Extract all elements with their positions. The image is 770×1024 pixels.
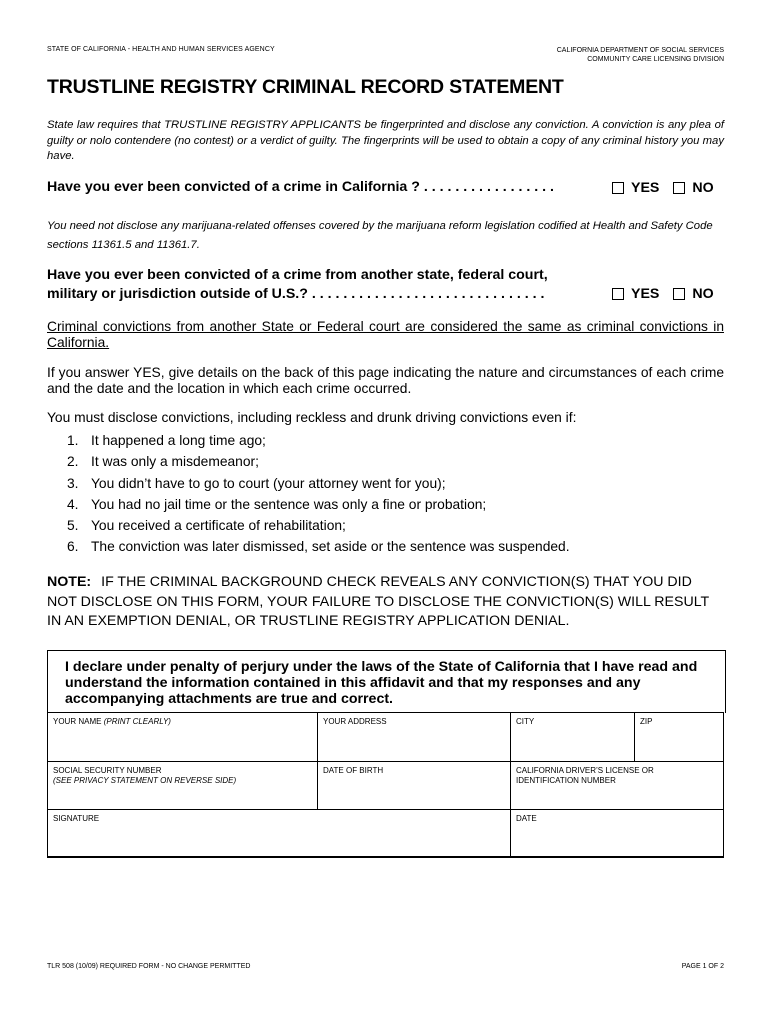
list-item: 4. You had no jail time or the sentence was only a fine or probation;: [67, 496, 487, 512]
no-checkbox[interactable]: [673, 288, 685, 300]
signature-field[interactable]: SIGNATURE: [48, 810, 511, 856]
form-id: TLR 508 (10/09) REQUIRED FORM - NO CHANGE PERMITTED: [47, 963, 251, 970]
page-number: PAGE 1 OF 2: [681, 963, 724, 970]
department-header: [557, 46, 724, 64]
list-item: 5. You received a certificate of rehabilitation;: [67, 518, 346, 534]
disclosure-conditions-list: [67, 430, 570, 558]
marijuana-note: You need not disclose any marijuana-related offenses covered by the marijuana reform legislation codified at Health and Safety Code sections 11361.5 and 11361.7.: [47, 220, 713, 251]
date-of-birth-field[interactable]: DATE OF BIRTH: [318, 762, 511, 809]
yes-label: YES: [631, 286, 660, 302]
list-item: 3. You didn’t have to go to court (your attorney went for you);: [67, 475, 446, 491]
intro-text: State law requires that TRUSTLINE REGISTRY APPLICANTS be fingerprinted and disclose any conviction. A conviction is any plea of guilty or nolo contendere (no contest) or a verdict of guilty. The fingerprints will be used to obtain a copy of any criminal history you may have.: [47, 119, 724, 162]
same-as-california-statement: Criminal convictions from another State or Federal court are considered the same as criminal convictions in California.: [47, 319, 724, 350]
grid-row: [48, 810, 723, 856]
yes-checkbox[interactable]: [612, 288, 624, 300]
no-checkbox[interactable]: [673, 182, 685, 194]
agency-header: STATE OF CALIFORNIA - HEALTH AND HUMAN SERVICES AGENCY: [47, 46, 275, 53]
no-label: NO: [692, 180, 714, 196]
list-item: 2. It was only a misdemeanor;: [67, 454, 259, 470]
note-label: NOTE:: [47, 574, 92, 590]
declaration-text: I declare under penalty of perjury under the laws of the State of California that I have read and understand the information contained in this affidavit and that my responses and any accompanying attachments are true and correct.: [65, 659, 698, 707]
drivers-license-field[interactable]: CALIFORNIA DRIVER’S LICENSE OR IDENTIFICATION NUMBER: [516, 766, 654, 785]
question-out-of-state-line1: Have you ever been convicted of a crime from another state, federal court,: [47, 267, 548, 283]
question-out-of-state-answers: [612, 286, 714, 302]
zip-field[interactable]: ZIP: [640, 717, 653, 726]
no-label: NO: [692, 286, 714, 302]
grid-row: [48, 713, 723, 762]
yes-label: YES: [631, 180, 660, 196]
declaration-box: [47, 650, 726, 713]
note-text: IF THE CRIMINAL BACKGROUND CHECK REVEALS ANY CONVICTION(S) THAT YOU DID NOT DISCLOSE ON THIS FORM, YOUR FAILURE TO DISCLOSE THE CONVICTION(S) WILL RESULT IN AN EXEMPTION DENIAL, OR TRUSTLINE REGISTRY APPLICATION DENIAL.: [47, 574, 709, 629]
city-field[interactable]: CITY: [511, 713, 635, 761]
nondisclosure-warning: [47, 573, 724, 632]
question-california-answers: [612, 180, 714, 196]
if-yes-instructions: If you answer YES, give details on the back of this page indicating the nature and circumstances of each crime and the date and the location in which each crime occurred.: [47, 365, 724, 396]
ssn-field[interactable]: SOCIAL SECURITY NUMBER (SEE PRIVACY STATEMENT ON REVERSE SIDE): [48, 762, 318, 809]
must-disclose-intro: You must disclose convictions, including reckless and drunk driving convictions even if:: [47, 410, 577, 425]
list-item: 6. The conviction was later dismissed, set aside or the sentence was suspended.: [67, 539, 570, 555]
name-field[interactable]: YOUR NAME (PRINT CLEARLY): [48, 713, 318, 761]
question-out-of-state-line2: military or jurisdiction outside of U.S.? . . . . . . . . . . . . . . . . . . . . . . . . . . . . . .: [47, 286, 545, 302]
address-field[interactable]: YOUR ADDRESS: [318, 713, 511, 761]
question-california: Have you ever been convicted of a crime in California ? . . . . . . . . . . . . . . . . .: [47, 179, 554, 195]
form-title: TRUSTLINE REGISTRY CRIMINAL RECORD STATEMENT: [47, 76, 564, 98]
date-field[interactable]: DATE: [516, 814, 537, 823]
grid-row: [48, 762, 723, 810]
division-name: COMMUNITY CARE LICENSING DIVISION: [587, 56, 724, 63]
yes-checkbox[interactable]: [612, 182, 624, 194]
applicant-info-grid: [47, 712, 724, 858]
list-item: 1. It happened a long time ago;: [67, 433, 266, 448]
department-name: CALIFORNIA DEPARTMENT OF SOCIAL SERVICES: [556, 47, 724, 54]
